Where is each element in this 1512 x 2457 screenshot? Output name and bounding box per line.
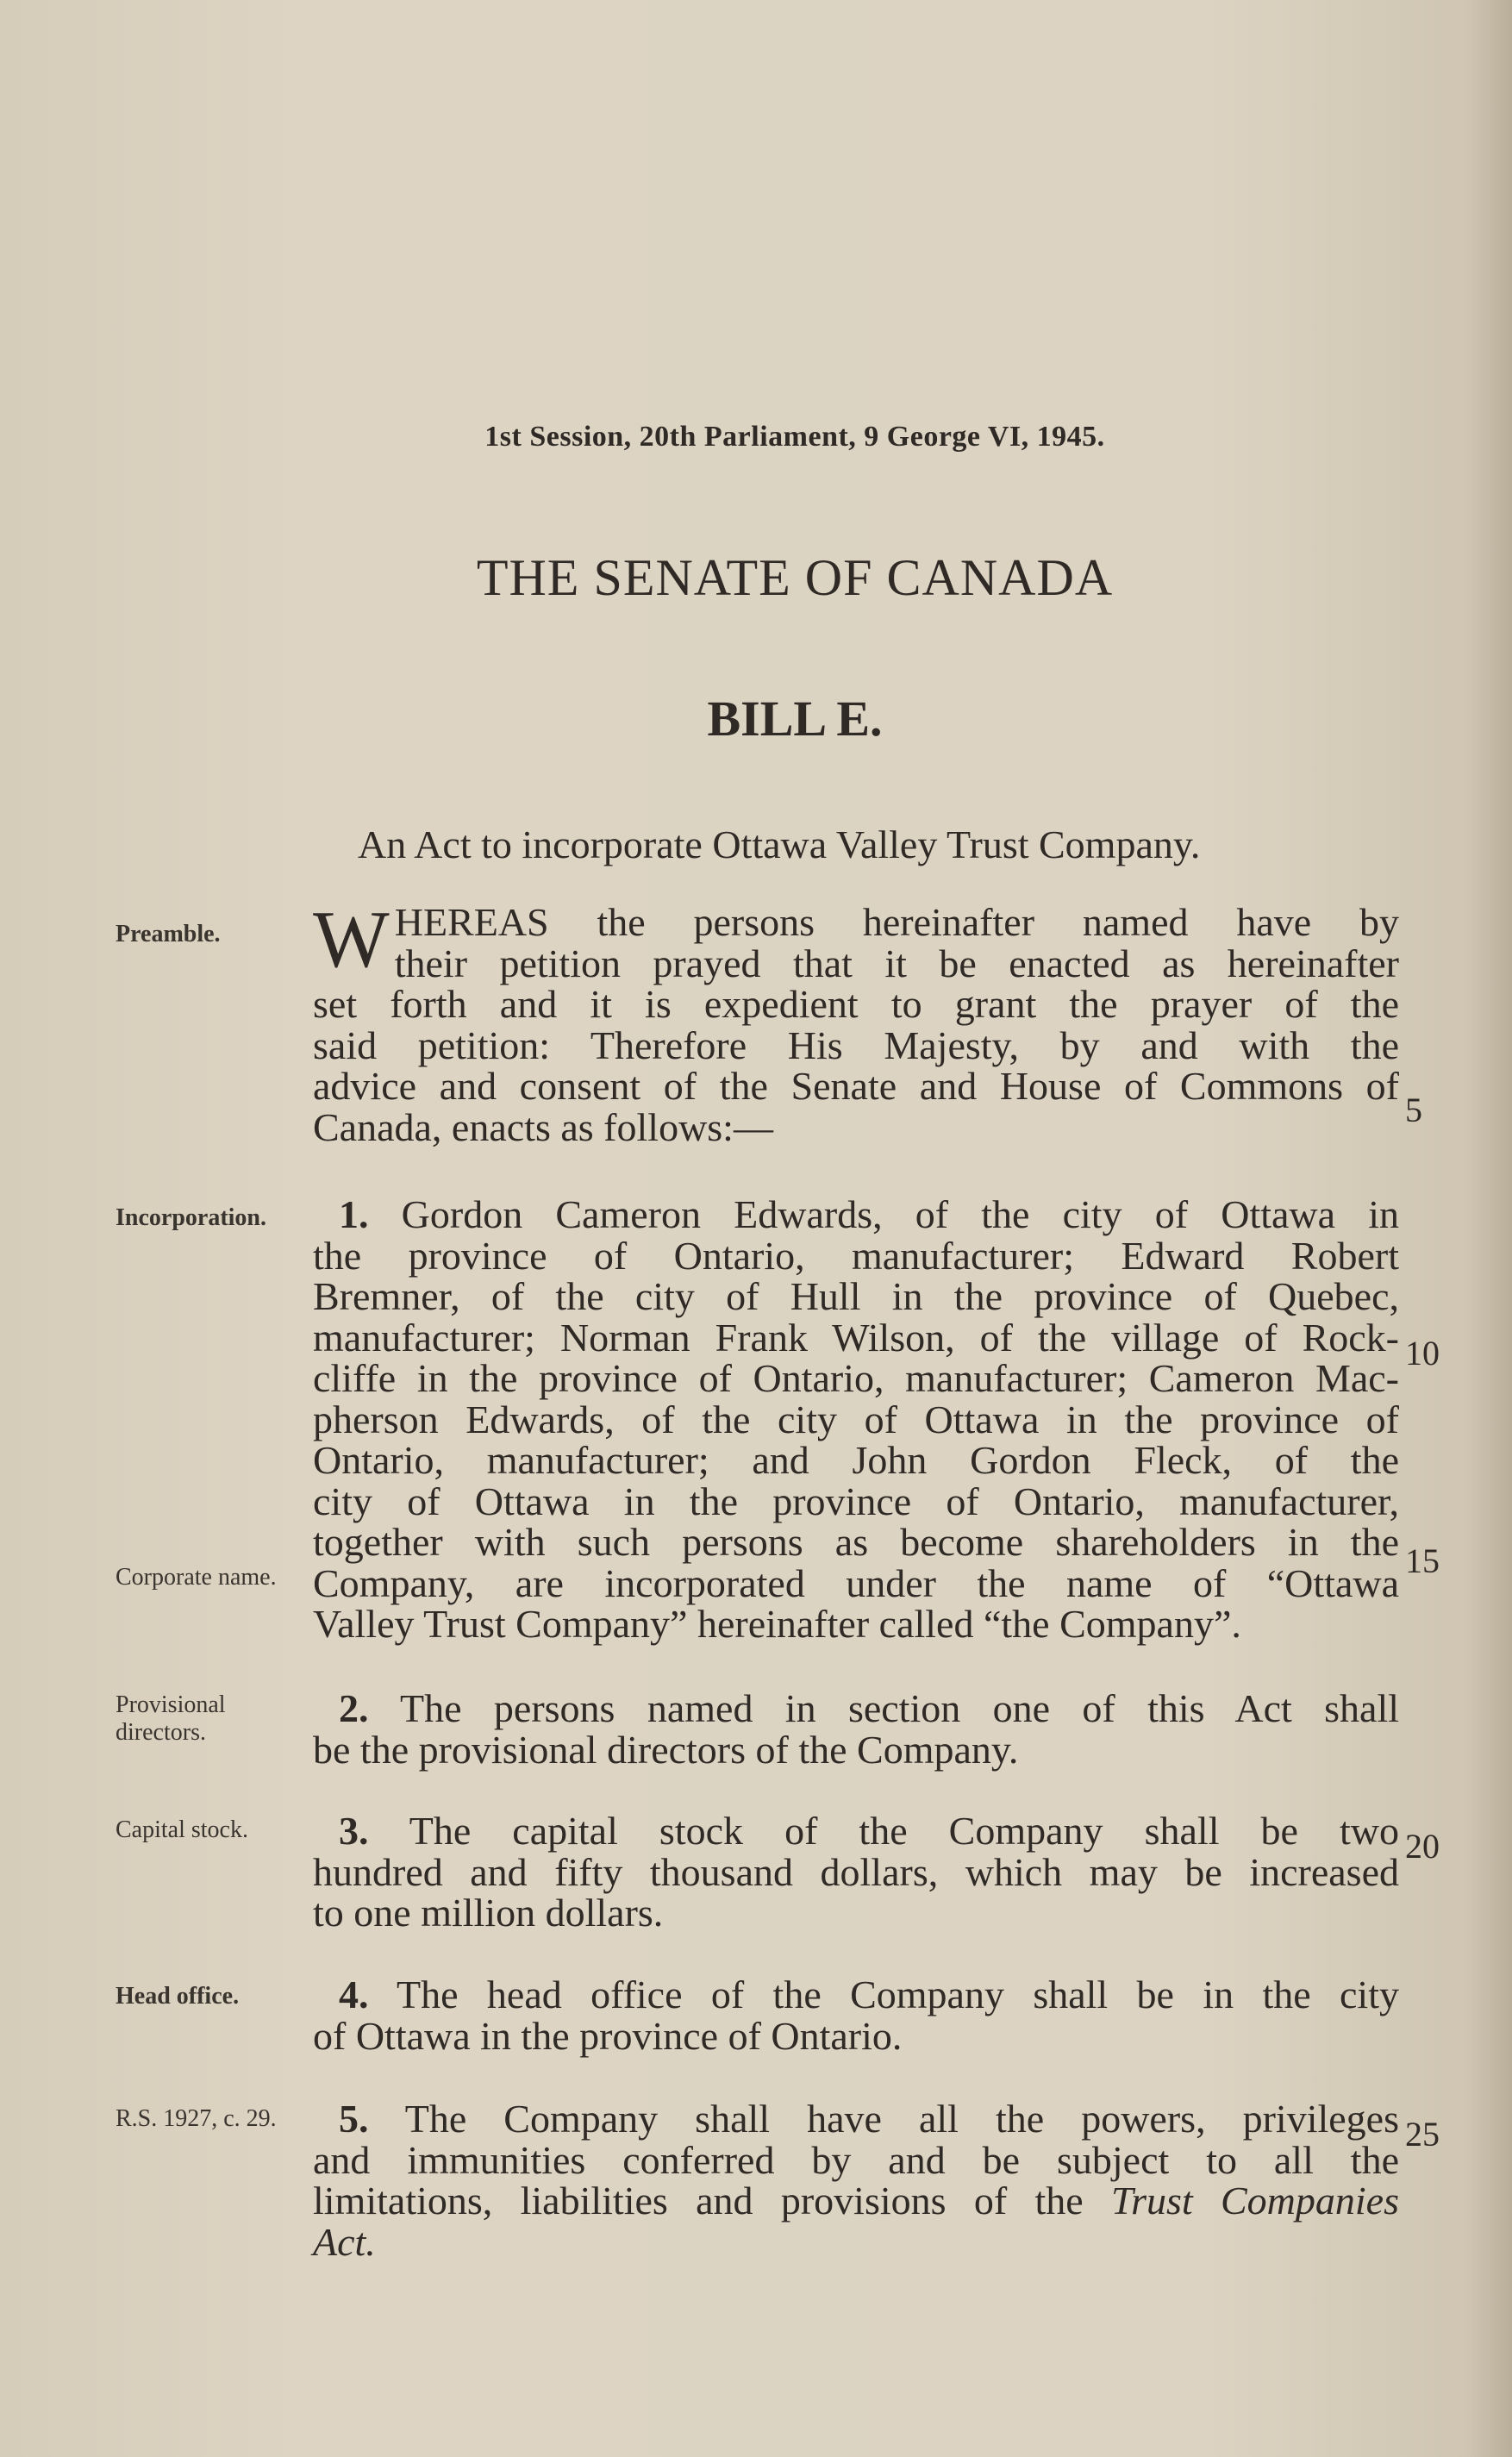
section-line: the province of Ontario, manufacturer; Edward Robert (313, 1233, 1399, 1278)
line-number: 25 (1405, 2115, 1440, 2154)
house-title: THE SENATE OF CANADA (476, 549, 1114, 606)
section-line: manufacturer; Norman Frank Wilson, of the village of Rock- (313, 1315, 1399, 1360)
preamble-line: HEREAS the persons hereinafter named have by (394, 900, 1399, 944)
margin-note-capital-stock: Capital stock. (116, 1816, 248, 1843)
section-line: The capital stock of the Company shall be two (409, 1809, 1399, 1853)
line-number: 15 (1405, 1541, 1440, 1580)
session-line: 1st Session, 20th Parliament, 9 George VI, 1945. (484, 421, 1105, 453)
section-number: 5. (339, 2097, 369, 2141)
section-line: Bremner, of the city of Hull in the province of Quebec, (313, 1274, 1399, 1318)
section-line: Ontario, manufacturer; and John Gordon Fleck, of the (313, 1438, 1399, 1482)
section-4-paragraph (313, 1974, 1399, 2056)
section-line: be the provisional directors of the Company. (313, 1727, 1019, 1772)
preamble-line: advice and consent of the Senate and House of Commons of (313, 1064, 1399, 1108)
section-number: 1. (339, 1192, 369, 1236)
act-title: An Act to incorporate Ottawa Valley Trust Company. (358, 822, 1201, 866)
section-line: The head office of the Company shall be in the city (397, 1972, 1399, 2016)
margin-note-revised-statutes: R.S. 1927, c. 29. (116, 2105, 277, 2132)
section-line: to one million dollars. (313, 1891, 664, 1935)
section-2-paragraph (313, 1688, 1399, 1770)
act-name-italic: Trust Companies (1111, 2179, 1399, 2223)
section-1-paragraph (313, 1194, 1399, 1645)
dropcap: W (313, 895, 390, 985)
section-line: Act. (313, 2219, 376, 2264)
preamble-line: set forth and it is expedient to grant the prayer of the (313, 982, 1399, 1026)
preamble-line: their petition prayed that it be enacted as hereinafter (394, 941, 1399, 985)
section-line: Valley Trust Company” hereinafter called “the Company”. (313, 1602, 1241, 1646)
preamble-line: Canada, enacts as follows:— (313, 1104, 773, 1149)
preamble-line: said petition: Therefore His Majesty, by and with the (313, 1022, 1399, 1067)
margin-note-incorporation: Incorporation. (116, 1204, 266, 1231)
section-line: limitations, liabilities and provisions of the (313, 2179, 1084, 2223)
section-line: cliffe in the province of Ontario, manufacturer; Cameron Mac- (313, 1356, 1399, 1400)
section-line: and immunities conferred by and be subject to all the (313, 2137, 1399, 2182)
margin-note-head-office: Head office. (116, 1983, 240, 2010)
section-line: Company, are incorporated under the name of “Ottawa (313, 1560, 1399, 1605)
section-number: 3. (339, 1809, 369, 1853)
section-5-paragraph (313, 2098, 1399, 2262)
section-line: Gordon Cameron Edwards, of the city of Ottawa in (401, 1192, 1399, 1236)
margin-note-preamble: Preamble. (116, 921, 221, 947)
section-3-paragraph (313, 1810, 1399, 1934)
section-line: together with such persons as become shareholders in the (313, 1520, 1399, 1564)
margin-note-provisional-directors: Provisional directors. (116, 1691, 226, 1746)
section-line: The persons named in section one of this Act shall (400, 1686, 1400, 1730)
section-line: of Ottawa in the province of Ontario. (313, 2013, 903, 2058)
preamble-paragraph (313, 895, 1399, 1149)
line-number: 5 (1405, 1091, 1422, 1129)
section-line: hundred and fifty thousand dollars, which may be increased (313, 1849, 1399, 1894)
section-line: The Company shall have all the powers, privileges (404, 2097, 1399, 2141)
section-number: 2. (339, 1686, 369, 1730)
section-number: 4. (339, 1972, 369, 2016)
line-number: 20 (1405, 1827, 1440, 1866)
margin-note-corporate-name: Corporate name. (116, 1564, 277, 1591)
section-line: city of Ottawa in the province of Ontario, manufacturer, (313, 1479, 1399, 1523)
bill-title: BILL E. (707, 691, 883, 747)
line-number: 10 (1405, 1334, 1440, 1372)
section-line: pherson Edwards, of the city of Ottawa in the province of (313, 1397, 1399, 1441)
